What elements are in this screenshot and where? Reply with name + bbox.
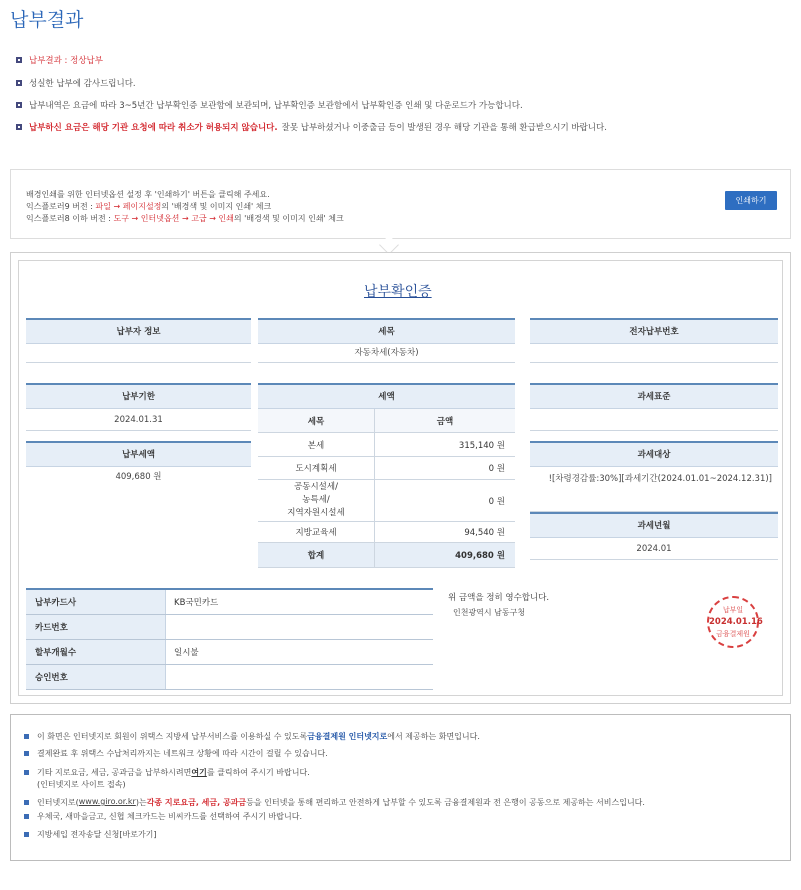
payment-date-stamp: 납부일 2024.01.16 금융결제원	[707, 596, 759, 648]
certificate-title: 납부확인증	[364, 284, 432, 300]
paid-amount-section: 납부세액 409,680 원	[26, 441, 251, 487]
table-row: 도시계획세 0 원	[258, 457, 515, 480]
amount-table-header: 세목 금액	[258, 409, 515, 433]
ie9-instruction: 익스플로러9 버전 : 파일 → 페이지설정의 '배경색 및 이미지 인쇄' 체크	[26, 202, 272, 211]
table-row: 지방교육세 94,540 원	[258, 522, 515, 543]
here-link[interactable]: 여기	[191, 768, 207, 777]
service-info-box	[10, 714, 791, 861]
payer-info-section: 납부자 정보	[26, 318, 251, 363]
giro-link[interactable]: www.giro.or.kr	[78, 797, 136, 806]
notice-storage: 납부내역은 요금에 따라 3~5년간 납부확인증 보관함에 보관되며, 납부확인증 보관함에서 납부확인증 인쇄 및 다운로드가 가능합니다.	[16, 99, 523, 111]
receipt-text: 위 금액을 정히 영수합니다.	[448, 593, 550, 603]
e-payment-no-section: 전자납부번호	[530, 318, 778, 363]
e-delivery-link-item[interactable]: 지방세입 전자송달 신청[바로가기]	[24, 829, 157, 840]
tax-standard-section: 과세표준	[530, 383, 778, 431]
due-date-section: 납부기한 2024.01.31	[26, 383, 251, 431]
tax-target-section: 과세대상 ![차령경감률:30%][과세기간(2024.01.01~2024.12.31)]	[530, 441, 778, 512]
total-row: 합계 409,680 원	[258, 543, 515, 568]
bullet-icon	[24, 800, 29, 805]
payment-certificate	[10, 252, 791, 704]
bullet-icon	[16, 57, 22, 63]
print-help-box: 배경인쇄를 위한 인터넷옵션 설정 후 '인쇄하기' 버튼을 클릭해 주세요. 익스플로러9 버전 : 파일 → 페이지설정의 '배경색 및 이미지 인쇄' 체크 익스플로러8 이하 버전 : 도구 → 인터넷옵션 → 고급 → 인쇄의 '배경색 및 이미지 인쇄' 체크 인쇄하기	[10, 169, 791, 239]
notice-thanks: 성실한 납부에 감사드립니다.	[16, 77, 136, 89]
table-row: 할부개월수 일시불	[26, 640, 433, 665]
table-row: 공동시설세/ 농특세/ 지역자원시설세 0 원	[258, 480, 515, 522]
tax-item-section: 세목 자동차세(자동차)	[258, 318, 515, 363]
table-row: 납부카드사 KB국민카드	[26, 590, 433, 615]
list-item: 인터넷지로( www.giro.or.kr )는 각종 지로요금, 세금, 공과금 등을 인터넷을 통해 편리하고 안전하게 납부할 수 있도록 금융결제원과 전 은행이 공동으로 제공하는 서비스입니다.	[24, 797, 645, 808]
bullet-icon	[16, 80, 22, 86]
list-item: 결제완료 후 위택스 수납처리까지는 네트워크 상황에 따라 시간이 걸릴 수 있습니다.	[24, 748, 328, 759]
bullet-icon	[24, 734, 29, 739]
table-row: 카드번호	[26, 615, 433, 640]
bullet-icon	[24, 814, 29, 819]
bullet-icon	[16, 102, 22, 108]
card-info-table	[26, 588, 433, 690]
list-item: 이 화면은 인터넷지로 회원이 위택스 지방세 납부서비스를 이용하실 수 있도록 금융결제원 인터넷지로 에서 제공하는 화면입니다.	[24, 731, 480, 742]
tax-amount-section: 세액 세목 금액 본세 315,140 원 도시계획세 0 원 공동시설세/ 농특세/ 지역자원시설세 0 원 지방교육세 94,540 원 합계 409,680 원	[258, 383, 515, 568]
bullet-icon	[16, 124, 22, 130]
list-item: 기타 지로요금, 세금, 공과금을 납부하시려면 여기 를 클릭하여 주시기 바랍니다.	[24, 767, 310, 778]
tax-year-month-section: 과세년월 2024.01	[530, 512, 778, 560]
list-item: 우체국, 새마을금고, 신협 체크카드는 비씨카드를 선택하여 주시기 바랍니다.	[24, 811, 302, 822]
page-title: 납부결과	[10, 9, 84, 31]
list-item-sub: (인터넷지로 사이트 접속)	[37, 780, 126, 789]
notice-result: 납부결과 : 정상납부	[16, 54, 103, 66]
print-button[interactable]: 인쇄하기	[725, 191, 777, 210]
bullet-icon	[24, 751, 29, 756]
notice-cancel: 납부하신 요금은 해당 기관 요청에 따라 취소가 허용되지 않습니다. 잘못 납부하셨거나 이중출금 등이 발생된 경우 해당 기관을 통해 환급받으시기 바랍니다.	[16, 121, 607, 133]
bullet-icon	[24, 770, 29, 775]
table-row: 승인번호	[26, 665, 433, 690]
ie8-instruction: 익스플로러8 이하 버전 : 도구 → 인터넷옵션 → 고급 → 인쇄의 '배경색 및 이미지 인쇄' 체크	[26, 214, 344, 223]
table-row: 본세 315,140 원	[258, 433, 515, 457]
issuing-office: 인천광역시 남동구청	[453, 608, 526, 617]
bullet-icon	[24, 832, 29, 837]
